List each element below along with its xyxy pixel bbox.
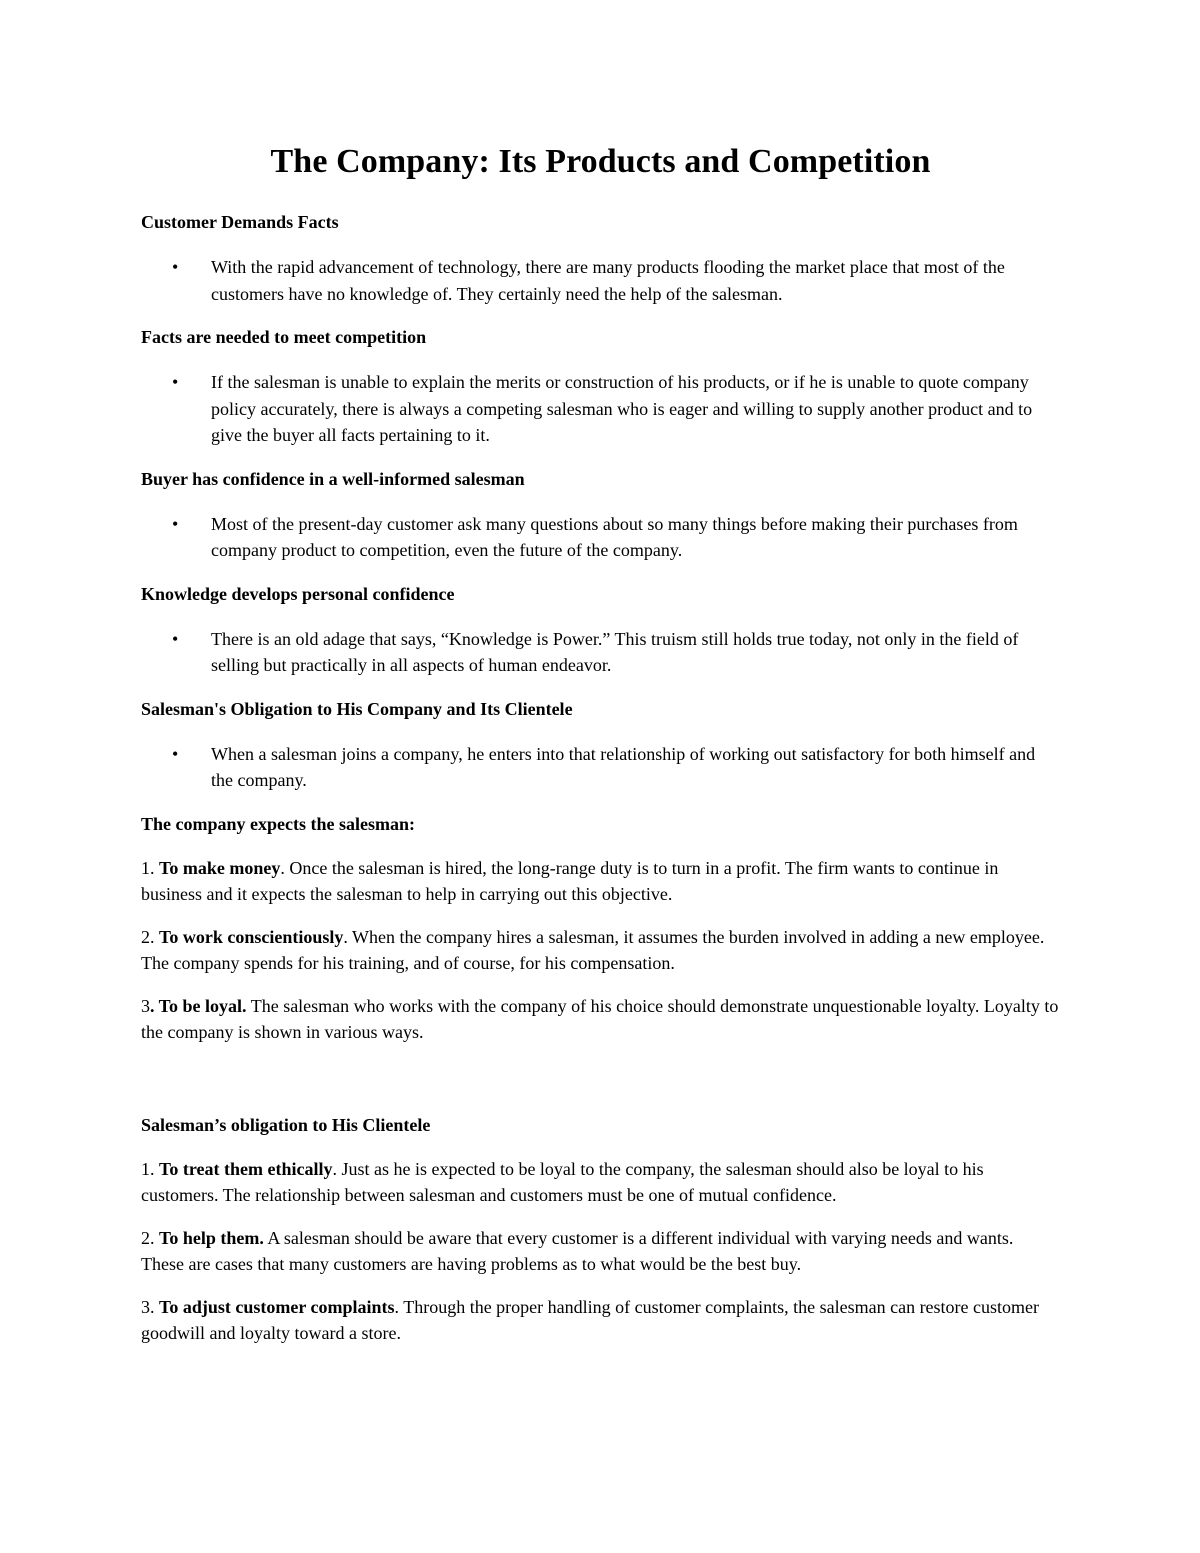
- section-salesman-obligation: [141, 696, 1060, 794]
- section-heading: Salesman's Obligation to His Company and Its Clientele: [141, 698, 573, 719]
- section-heading: Knowledge develops personal confidence: [141, 583, 455, 604]
- bullet-list: [141, 511, 1060, 564]
- item-number: 3: [141, 995, 150, 1016]
- bullet-icon: •: [172, 257, 179, 277]
- bullet-icon: •: [172, 743, 179, 764]
- section-clientele-obligation: [141, 1112, 1060, 1347]
- bullet-list: [141, 626, 1060, 679]
- bullet-list: [141, 741, 1060, 794]
- numbered-item: [141, 1294, 1060, 1347]
- section-heading: Facts are needed to meet competition: [141, 327, 427, 347]
- section-heading: Salesman’s obligation to His Clientele: [141, 1114, 431, 1135]
- item-text: A salesman should be aware that every customer is a different individual with varying needs and wants. These are cases that many customers are having problems as to what would be the best buy.: [141, 1227, 1014, 1274]
- item-text: . Once the salesman is hired, the long-range duty is to turn in a profit. The firm wants to continue in business and it expects the salesman to help in carrying out this objective.: [141, 857, 999, 904]
- list-item: [141, 254, 1060, 307]
- bullet-text: When a salesman joins a company, he enters into that relationship of working out satisfactory for both himself and the company.: [211, 743, 1036, 790]
- bullet-text: If the salesman is unable to explain the merits or construction of his products, or if he is unable to quote company policy accurately, there is always a competing salesman who is eager and willing to supply another product and to give the buyer all facts pertaining to it.: [211, 372, 1033, 445]
- item-number: 1.: [141, 857, 159, 878]
- item-text: . When the company hires a salesman, it assumes the burden involved in adding a new employee. The company spends for his training, and of course, for his compensation.: [141, 926, 1045, 973]
- item-number: 2.: [141, 926, 159, 947]
- numbered-item: [141, 1225, 1060, 1278]
- numbered-item: [141, 1156, 1060, 1209]
- list-item: [141, 741, 1060, 794]
- section-company-expects: [141, 811, 1060, 1046]
- item-lead: To treat them ethically: [159, 1158, 333, 1179]
- numbered-item: [141, 993, 1060, 1046]
- bullet-list: [141, 254, 1060, 307]
- item-lead: To adjust customer complaints: [159, 1296, 395, 1317]
- bullet-icon: •: [172, 372, 179, 392]
- item-number: 3.: [141, 1296, 159, 1317]
- bullet-icon: •: [172, 628, 179, 649]
- item-text: . Just as he is expected to be loyal to the company, the salesman should also be loyal to his customers. The relationship between salesman and customers must be one of mutual confidence.: [141, 1158, 984, 1205]
- section-facts-needed: [141, 324, 1060, 449]
- section-heading: Buyer has confidence in a well-informed salesman: [141, 468, 525, 489]
- item-lead: To work conscientiously: [159, 926, 344, 947]
- document-title: The Company: Its Products and Competition: [270, 143, 931, 180]
- bullet-list: [141, 369, 1060, 449]
- item-lead: To make money: [159, 857, 281, 878]
- item-text: The salesman who works with the company of his choice should demonstrate unquestionable loyalty. Loyalty to the company is shown in various ways.: [141, 995, 1059, 1042]
- bullet-icon: •: [172, 513, 179, 534]
- bullet-text: There is an old adage that says, “Knowledge is Power.” This truism still holds true today, not only in the field of selling but practically in all aspects of human endeavor.: [211, 628, 1019, 675]
- bullet-text: With the rapid advancement of technology, there are many products flooding the market place that most of the customers have no knowledge of. They certainly need the help of the salesman.: [211, 257, 1005, 304]
- numbered-item: [141, 855, 1060, 908]
- section-knowledge-confidence: [141, 581, 1060, 679]
- section-customer-demands-facts: [141, 209, 1060, 307]
- list-item: [141, 511, 1060, 564]
- list-item: [141, 626, 1060, 679]
- item-lead: . To be loyal.: [150, 995, 247, 1016]
- item-lead: To help them.: [159, 1227, 264, 1248]
- section-heading: The company expects the salesman:: [141, 813, 415, 834]
- bullet-text: Most of the present-day customer ask many questions about so many things before making their purchases from company product to competition, even the future of the company.: [211, 513, 1018, 560]
- item-text: . Through the proper handling of customer complaints, the salesman can restore customer goodwill and loyalty toward a store.: [141, 1296, 1040, 1343]
- item-number: 1.: [141, 1158, 159, 1179]
- list-item: [141, 369, 1060, 449]
- numbered-item: [141, 924, 1060, 977]
- section-heading: Customer Demands Facts: [141, 212, 339, 232]
- section-buyer-confidence: [141, 466, 1060, 564]
- item-number: 2.: [141, 1227, 159, 1248]
